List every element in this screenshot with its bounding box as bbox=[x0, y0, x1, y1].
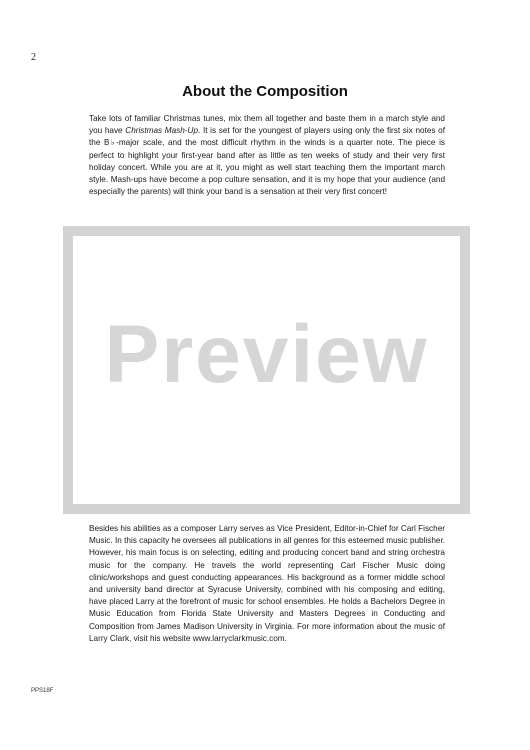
page-number: 2 bbox=[31, 52, 36, 63]
preview-watermark: Preview bbox=[104, 309, 429, 400]
preview-overlay bbox=[63, 226, 470, 514]
intro-text-end: . It is set for the youngest of players using only the first six notes of the B♭-major scale, and the most difficult rhythm in the winds is a quarter note. The piece is perfect to highlight your first-year band after as little as ten weeks of study and their very first holiday concert. While you are at it, you might as well start teaching them the important march style. Mash-ups have become a pop culture sensation, and it is my hope that your audience (and especially the parents) will think your band is a sensation at their very first concert! bbox=[89, 126, 445, 197]
intro-text-start: Take lots of familiar Christmas tunes, mix them all together and baste them in a march style and you have bbox=[89, 114, 445, 136]
intro-paragraph bbox=[89, 113, 445, 198]
footer-code: PPS18F bbox=[31, 688, 54, 694]
composition-title: Christmas Mash-Up bbox=[125, 126, 199, 136]
page-title: About the Composition bbox=[182, 83, 348, 100]
bio-paragraph: Besides his abilities as a composer Larry serves as Vice President, Editor-in-Chief for Carl Fischer Music. In this capacity he oversees all publications in all genres for this esteemed music publisher. However, his main focus is on selecting, editing and producing concert band and string orchestra music for the company. He travels the world representing Carl Fischer Music doing clinic/workshops and guest conducting appearances. His background as a former middle school and university band director at Syracuse University, combined with his composing and editing, have placed Larry at the forefront of music for school ensembles. He holds a Bachelors Degree in Music Education from Florida State University and Masters Degrees in Conducting and Composition from James Madison University in Virginia. For more information about the music of Larry Clark, visit his website www.larryclarkmusic.com. bbox=[89, 524, 445, 643]
